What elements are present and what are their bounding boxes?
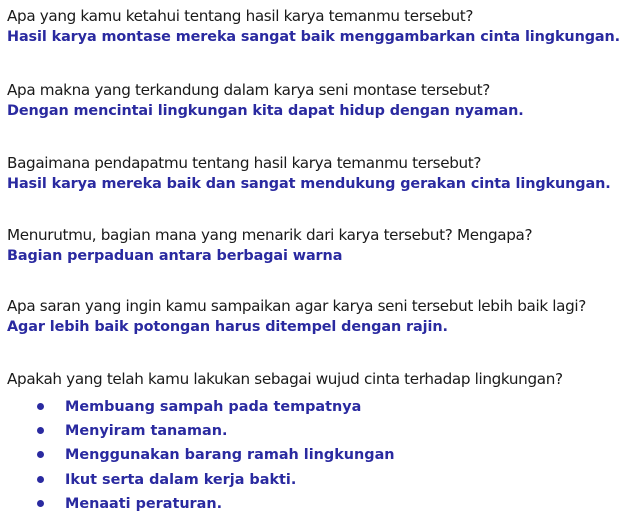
bullet-item-4 [7,467,637,491]
qa-block-5 [7,296,637,338]
question-2: Apa makna yang terkandung dalam karya seni montase tersebut? [7,81,490,99]
qa-block-6 [7,369,637,515]
bullet-item-2 [7,418,637,442]
bullet-text-2: Menyiram tanaman. [65,423,228,440]
qa-block-1 [7,6,637,48]
qa-block-4 [7,225,637,267]
question-1: Apa yang kamu ketahui tentang hasil karya temanmu tersebut? [7,7,474,25]
bullet-item-1 [7,394,637,418]
question-4: Menurutmu, bagian mana yang menarik dari karya tersebut? Mengapa? [7,226,533,244]
bullet-item-3 [7,442,637,466]
bullet-icon [37,500,44,507]
answer-3: Hasil karya mereka baik dan sangat mendukung gerakan cinta lingkungan. [7,176,611,192]
bullet-text-3: Menggunakan barang ramah lingkungan [65,447,395,464]
bullet-text-1: Membuang sampah pada tempatnya [65,399,362,415]
bullet-text-4: Ikut serta dalam kerja bakti. [65,471,297,488]
question-3: Bagaimana pendapatmu tentang hasil karya temanmu tersebut? [7,154,482,172]
bullet-icon [37,476,44,483]
question-5: Apa saran yang ingin kamu sampaikan agar karya seni tersebut lebih baik lagi? [7,297,586,315]
bullet-text-5: Menaati peraturan. [65,495,223,512]
answer-1: Hasil karya montase mereka sangat baik menggambarkan cinta lingkungan. [7,29,621,45]
answer-6-bullet-list [7,394,637,515]
bullet-icon [37,427,44,434]
qa-block-3 [7,153,637,195]
bullet-icon [37,403,44,410]
answer-2: Dengan mencintai lingkungan kita dapat hidup dengan nyaman. [7,103,524,119]
bullet-icon [37,451,44,458]
question-6: Apakah yang telah kamu lakukan sebagai wujud cinta terhadap lingkungan? [7,370,563,388]
answer-4: Bagian perpaduan antara berbagai warna [7,248,343,264]
qa-block-2 [7,80,637,122]
answer-5: Agar lebih baik potongan harus ditempel dengan rajin. [7,319,448,335]
bullet-item-5 [7,491,637,515]
